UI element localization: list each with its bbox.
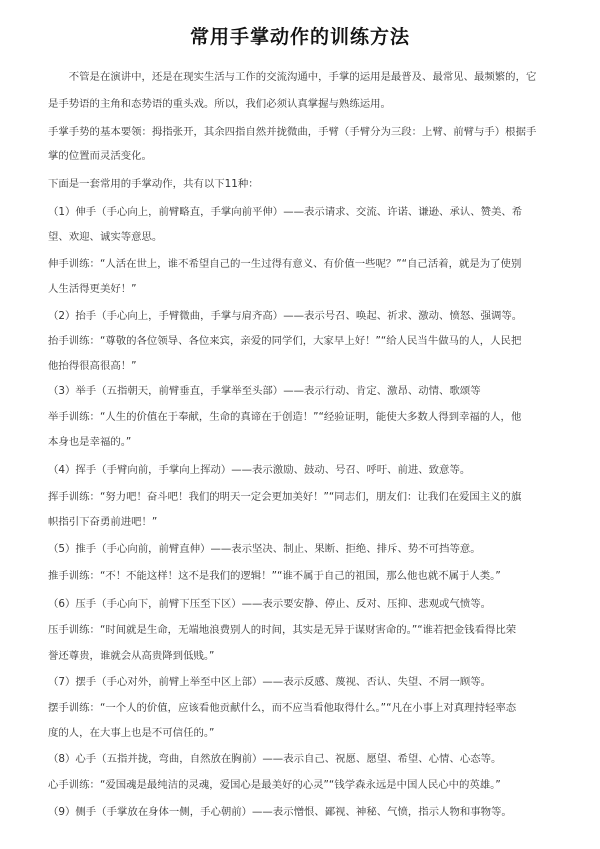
text-line: 望、欢迎、诚实等意思。 [48, 231, 163, 243]
text-line: 他抬得很高很高！” [48, 360, 137, 372]
text-line: （8）心手（五指并拢，弯曲，自然放在胸前）——表示自己、祝愿、愿望、希望、心情、心态等。 [48, 753, 502, 765]
text-line: （7）摆手（手心对外，前臂上举至中区上部）——表示反感、蔑视、否认、失望、不屑一顾等。 [48, 676, 492, 688]
text-line: 推手训练：“不！不能这样！这不是我们的逻辑！”“谁不属于自己的祖国，那么他也就不属于人类。” [48, 570, 501, 582]
text-line: （9）侧手（手掌放在身体一侧，手心朝前）——表示憎恨、鄙视、神秘、气愤，指示人物和事物等。 [48, 806, 512, 818]
text-line: 伸手训练：“人活在世上，谁不希望自己的一生过得有意义、有价值一些呢？”“自己活着，就是为了使别 [48, 258, 522, 270]
text-line: 本身也是幸福的。” [48, 436, 132, 448]
text-line: 心手训练：“爱国魂是最纯洁的灵魂，爱国心是最美好的心灵”“钱学森永远是中国人民心中的英雄。” [48, 779, 501, 791]
text-line: 手掌手势的基本要领：拇指张开，其余四指自然并拢微曲，手臂（手臂分为三段：上臂、前臂与手）根据手 [48, 126, 537, 138]
text-line: 挥手训练：“努力吧！奋斗吧！我们的明天一定会更加美好！”“同志们，朋友们：让我们在爱国主义的旗 [48, 491, 522, 503]
text-line: 是手势语的主角和态势语的重头戏。所以，我们必须认真掌握与熟练运用。 [48, 98, 391, 110]
text-line: （2）抬手（手心向上，手臂微曲，手掌与肩齐高）——表示号召、唤起、祈求、激动、愤怒、强调等。 [48, 310, 523, 322]
text-line: 举手训练：“人生的价值在于奉献，生命的真谛在于创造！”“经验证明，能使大多数人得到幸福的人，他 [48, 411, 522, 423]
text-line: 摆手训练：“一个人的价值，应该看他贡献什么，而不应当看他取得什么。”“凡在小事上对真理持轻率态 [48, 702, 517, 714]
text-line: 抬手训练：“尊敬的各位领导、各位来宾，亲爱的同学们，大家早上好！”“给人民当牛做马的人，人民把 [48, 335, 522, 347]
text-line: 誉还尊贵，谁就会从高贵降到低贱。” [48, 650, 215, 662]
text-line: （1）伸手（手心向上，前臂略直，手掌向前平伸）——表示请求、交流、许诺、谦逊、承认、赞美、希 [48, 206, 523, 218]
text-line: 掌的位置而灵活变化。 [48, 150, 152, 162]
text-line: 压手训练：“时间就是生命，无端地浪费别人的时间，其实是无异于谋财害命的。”“谁若把金钱看得比荣 [48, 624, 517, 636]
document-title: 常用手掌动作的训练方法 [189, 26, 410, 48]
text-line: （3）举手（五指朝天，前臂垂直，手掌举至头部）——表示行动、肯定、激昂、动情、歌颂等 [48, 385, 481, 397]
text-line: 人生活得更美好！” [48, 283, 137, 295]
text-line: 度的人，在大事上也是不可信任的。” [48, 727, 215, 739]
text-line: 帜指引下奋勇前进吧！” [48, 516, 158, 528]
text-line: 不管是在演讲中，还是在现实生活与工作的交流沟通中，手掌的运用是最普及、最常见、最频繁的，它 [48, 71, 537, 83]
text-line: 下面是一套常用的手掌动作，共有以下11种： [48, 178, 259, 190]
text-line: （6）压手（手心向下，前臂下压至下区）——表示要安静、停止、反对、压抑、悲观或气愤等。 [48, 598, 492, 610]
text-line: （5）推手（手心向前，前臂直伸）——表示坚决、制止、果断、拒绝、排斥、势不可挡等意。 [48, 543, 481, 555]
text-line: （4）挥手（手臂向前，手掌向上挥动）——表示激励、鼓动、号召、呼吁、前进、致意等。 [48, 464, 471, 476]
